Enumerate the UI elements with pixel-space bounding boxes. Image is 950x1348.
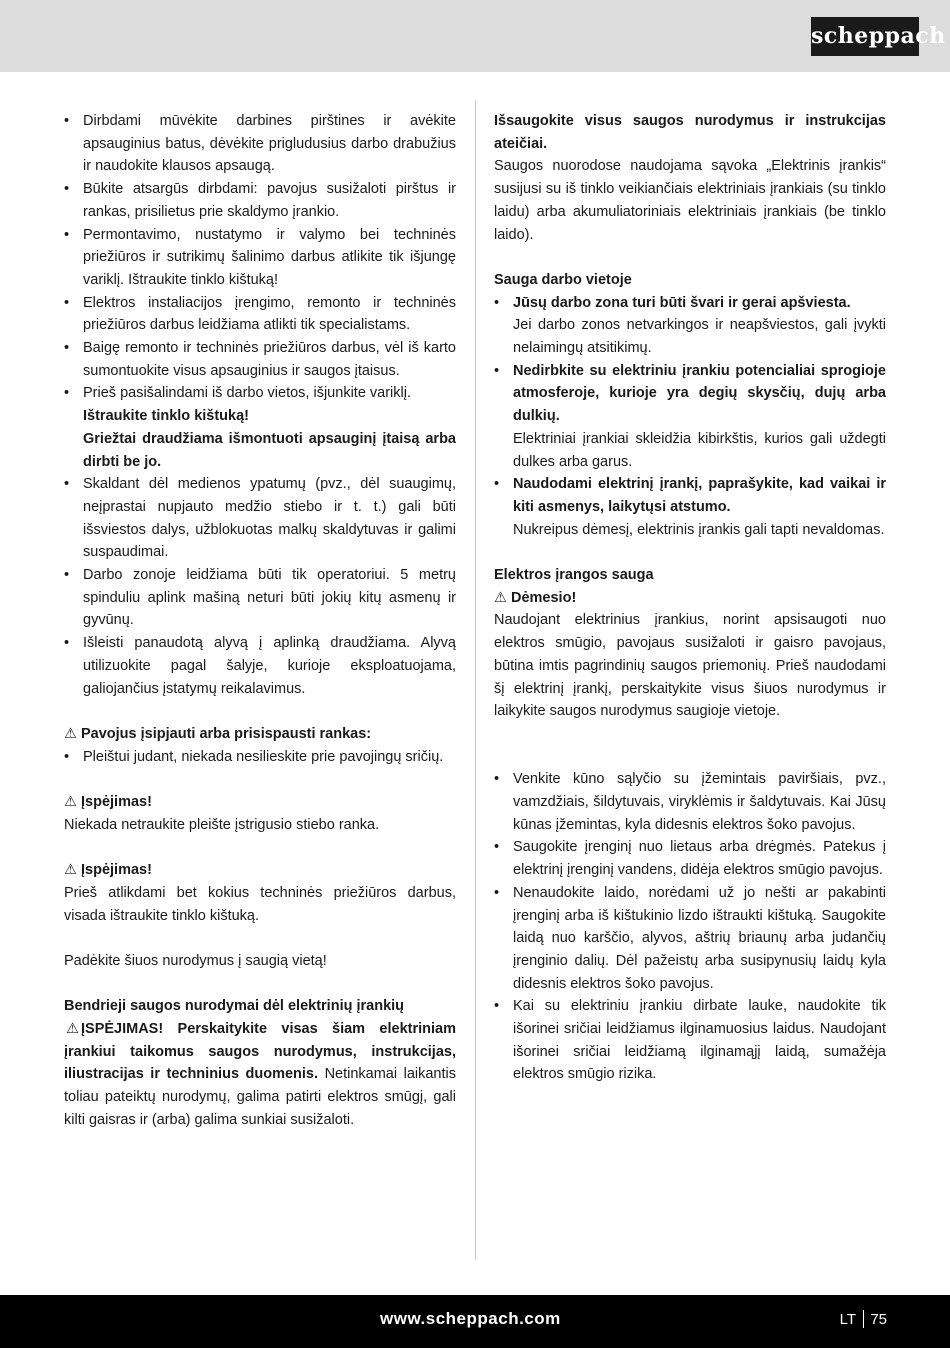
warning-1-title: ⚠ Įspėjimas! [64,791,456,814]
general-safety-title: Bendrieji saugos nurodymai dėl elektrinių įrankių [64,998,405,1015]
general-safety-warning: ⚠ ĮSPĖJIMAS! Perskaitykite visas šiam elektriniam įrankiui taikomus saugos nurodymus, instrukcijas, iliustracijas ir techninius duomenis. Netinkamai laikantis toliau pateiktų nurodymų, galima patirti elektros smūgį, gali kilti gaisras ir (arba) galima sunkiai susižaloti. [64,1018,456,1132]
page-header [0,0,950,72]
keep-instructions-text: Padėkite šiuos nurodymus į saugią vietą! [64,952,327,969]
electrical-safety-title: Elektros įrangos sauga [494,567,654,584]
warning-2-text: Prieš atlikdami bet kokius techninės priežiūros darbus, visada ištraukite tinklo kištuką. [64,884,456,924]
left-column [64,110,456,1132]
guard-notice: Griežtai draudžiama išmontuoti apsauginį įtaisą arba dirbti be jo. [83,430,456,470]
footer-separator [863,1310,864,1328]
list-item: • Darbo zonoje leidžiama būti tik operatoriui. 5 metrų spinduliu aplink mašiną neturi būti jokių kitų asmenų ir gyvūnų. [64,564,456,632]
list-item: • Skaldant dėl medienos ypatumų (pvz., dėl suaugimų, neįprastai nupjauto medžio stiebo ir t. t.) gali būti išsviestos dalys, užblokuotas malkų skaldytuvas ir galimi suspaudimai. [64,473,456,564]
list-item: • Nedirbkite su elektriniu įrankiu potencialiai sprogioje atmosferoje, kurioje yra degių skysčių, dujų arba dulkių. Elektriniai įrankiai skleidžia kibirkštis, kurios gali uždegti dulkes arba garus. [494,360,886,474]
keep-instructions-bold: Išsaugokite visus saugos nurodymus ir instrukcijas ateičiai. [494,113,886,152]
column-divider [475,100,476,1260]
list-item: • Nenaudokite laido, norėdami už jo nešti ar pakabinti įrenginį arba iš kištukinio lizdo ištraukti kištuką. Saugokite laidą nuo karščio, alyvos, aštrių briaunų arba judančių įrenginio dalių. Dėl pažeistų arba susipynusių laidų kyla didesnis elektros šoko pavojus. [494,882,886,996]
list-item: • Būkite atsargūs dirbdami: pavojus susižaloti pirštus ir rankas, prisilietus prie skaldymo įrankio. [64,178,456,223]
website-link[interactable]: www.scheppach.com [380,1309,561,1328]
list-item: • Kai su elektriniu įrankiu dirbate lauke, naudokite tik išorinei sričiai leidžiamus ilginamuosius laidus. Naudojant išorinei sričiai leidžiamą ilginamąjį laidą, sumažėja elektros smūgio rizika. [494,995,886,1086]
list-item: • Permontavimo, nustatymo ir valymo bei techninės priežiūros ir sutrikimų šalinimo darbus atlikite tik išjungę variklį. Ištraukite tinklo kištuką! [64,224,456,292]
unplug-notice: Ištraukite tinklo kištuką! [83,408,249,425]
pinch-list [64,746,456,769]
warning-1-text: Niekada netraukite pleište įstrigusio stiebo ranka. [64,816,380,833]
pinch-warning-title: ⚠ Pavojus įsipjauti arba prisispausti rankas: [64,723,456,746]
language-code: LT [839,1311,856,1328]
list-item-text: Prieš pasišalindami iš darbo vietos, išjunkite variklį. [83,385,411,402]
list-item: • Naudodami elektrinį įrankį, paprašykite, kad vaikai ir kiti asmenys, laikytųsi atstumo. Nukreipus dėmesį, elektrinis įrankis gali tapti nevaldomas. [494,473,886,541]
list-item: • Baigę remonto ir techninės priežiūros darbus, vėl iš karto sumontuokite visus apsauginius ir saugos įtaisus. [64,337,456,382]
warning-triangle-icon: ⚠ [64,725,77,742]
page-number: 75 [870,1311,887,1328]
workplace-safety-list [494,292,886,542]
warning-2-title: ⚠ Įspėjimas! [64,859,456,882]
power-tool-definition: Saugos nuorodose naudojama sąvoka „Elektrinis įrankis“ susijusi su iš tinklo veikiančiais elektriniais įrankiais (su tinklo laidu) arba akumuliatoriniais elektriniais įrankiais (be tinklo laido). [494,158,886,243]
list-item: • Išleisti panaudotą alyvą į aplinką draudžiama. Alyvą utilizuokite pagal šalyje, kurioje eksploatuojama, galiojančius įstatymų reikalavimus. [64,632,456,700]
list-item: • Pleištui judant, niekada nesilieskite prie pavojingų sričių. [64,746,456,769]
brand-logo: scheppach [811,17,919,56]
list-item: • Jūsų darbo zona turi būti švari ir gerai apšviesta. Jei darbo zonos netvarkingos ir neapšviestos, gali įvykti nelaimingų atsitikimų. [494,292,886,360]
warning-triangle-icon: ⚠ [494,589,507,606]
warning-triangle-icon: ⚠ [66,1021,79,1038]
attention-title: ⚠ Dėmesio! [494,587,886,610]
electrical-safety-list [494,768,886,1086]
list-item: • Dirbdami mūvėkite darbines pirštines ir avėkite apsauginius batus, dėvėkite prigludusius darbo drabužius ir naudokite klausos apsaugą. [64,110,456,178]
list-item [64,382,456,473]
warning-triangle-icon: ⚠ [64,794,77,811]
list-item: • Elektros instaliacijos įrengimo, remonto ir techninės priežiūros darbus leidžiama atlikti tik specialistams. [64,292,456,337]
list-item: • Saugokite įrenginį nuo lietaus arba drėgmės. Patekus į elektrinį įrenginį vandens, didėja elektros smūgio pavojus. [494,836,886,881]
workplace-safety-title: Sauga darbo vietoje [494,271,632,288]
electrical-safety-text: Naudojant elektrinius įrankius, norint apsisaugoti nuo elektros smūgio, pavojaus susižaloti ir gaisro pavojaus, būtina imtis pagrindinių saugos priemonių. Prieš naudodami šį elektrinį įrankį, perskaitykite visus šiuos nurodymus ir laikykite saugos nurodymus saugioje vietoje. [494,612,886,720]
safety-list-1 [64,110,456,700]
warning-triangle-icon: ⚠ [64,862,77,879]
right-column [494,110,886,1086]
page-footer [0,1295,950,1348]
list-item: • Venkite kūno sąlyčio su įžemintais paviršiais, pvz., vamzdžiais, šildytuvais, viryklėmis ir šaldytuvais. Kai Jūsų kūnas įžemintas, kyla didesnis elektros šoko pavojus. [494,768,886,836]
